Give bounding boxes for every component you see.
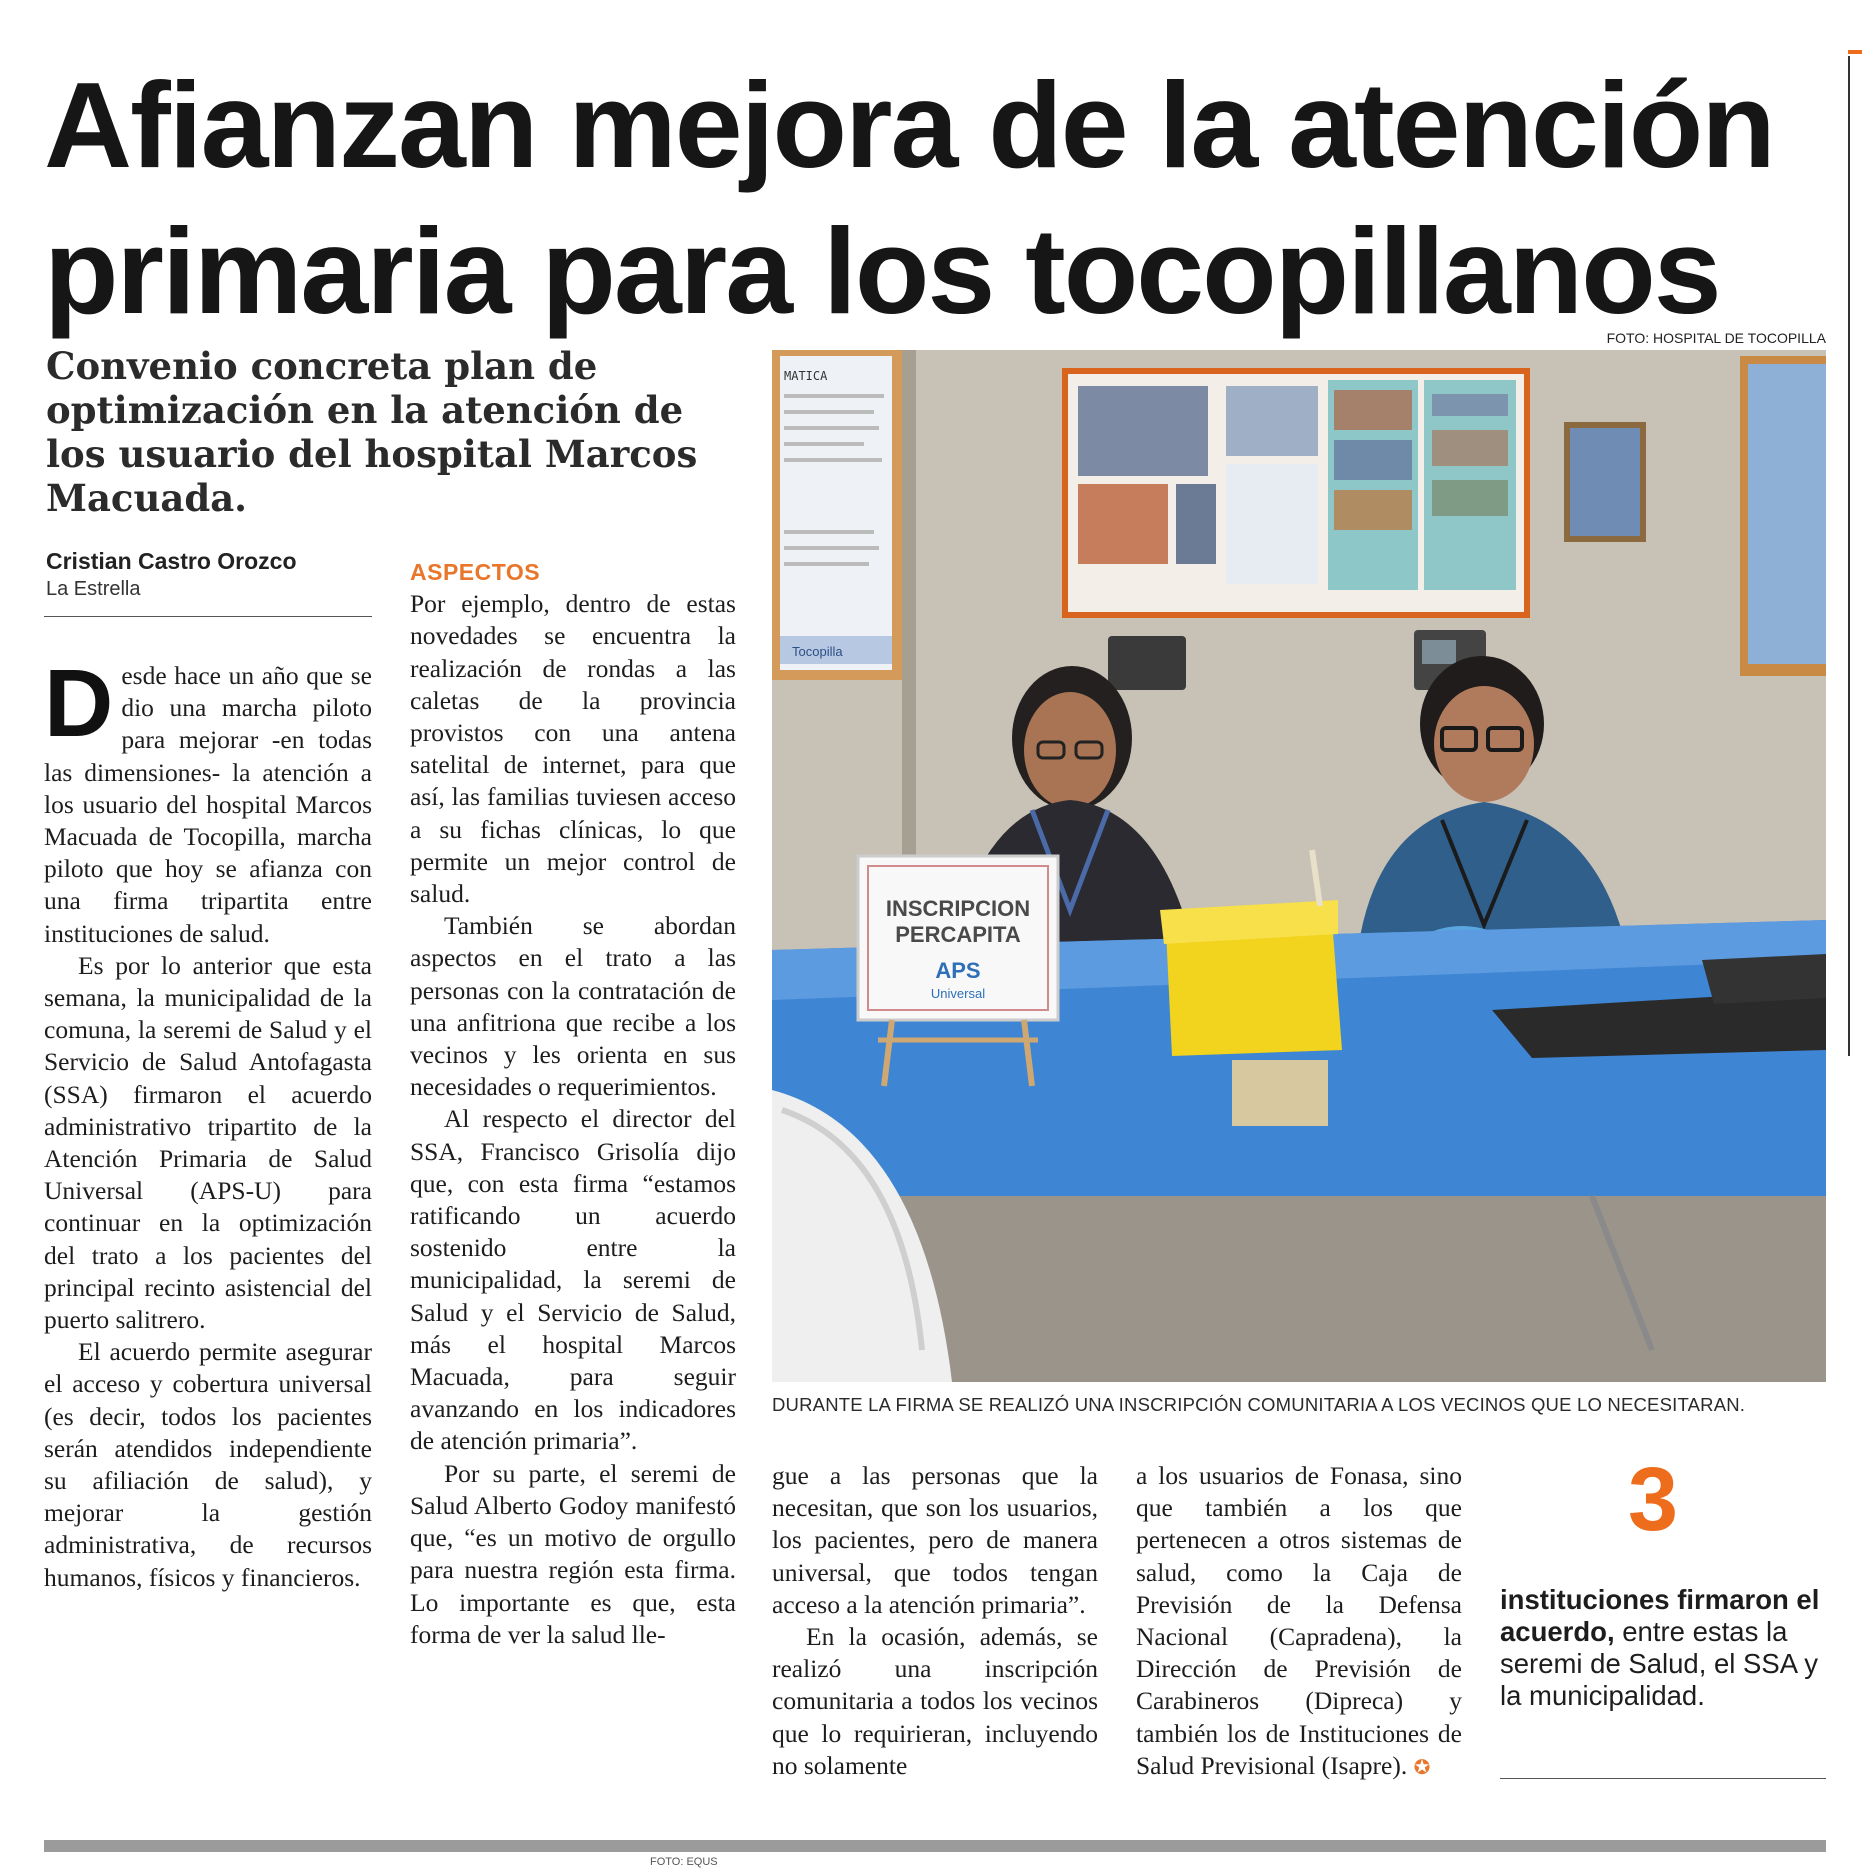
stat-rule	[1500, 1778, 1826, 1779]
margin-rule	[1848, 56, 1850, 1056]
article-column-4	[1136, 1460, 1462, 1783]
byline-author: Cristian Castro Orozco	[46, 548, 297, 574]
sign-line-2: PERCAPITA	[895, 922, 1021, 947]
headline: Afianzan mejora de la atención primaria para los tocopillanos	[44, 57, 1774, 339]
drop-cap: D	[44, 650, 114, 757]
footer-bar	[44, 1840, 1826, 1852]
article-photo	[772, 350, 1826, 1382]
board-label: MATICA	[784, 369, 828, 383]
article-paragraph: a los usuarios de Fonasa, sino que también a los que pertenecen a otros sistemas de salud, como la Caja de Previsión de la Defensa Nacional (Capradena), la Dirección de Previsión de Carabineros (Dipreca) y también los de Instituciones de Salud Previsional (Isapre). ✪	[1136, 1461, 1462, 1780]
article-paragraph: El acuerdo permite asegurar el acceso y cobertura universal (es decir, todos los pacientes serán atendidos independiente su afiliación de salud), y mejorar la gestión administrativa, de recursos humanos, físicos y financieros.	[44, 1337, 372, 1592]
article-paragraph: Desde hace un año que se dio una marcha piloto para mejorar -en todas las dimensiones- la atención a los usuario del hospital Marcos Macuada de Tocopilla, marcha piloto que hoy se afianza con una firma tripartita entre instituciones de salud.	[44, 650, 372, 948]
article-paragraph: En la ocasión, además, se realizó una inscripción comunitaria a todos los vecinos que lo requirieran, incluyendo no solamente	[772, 1622, 1098, 1780]
article-paragraph: Es por lo anterior que esta semana, la municipalidad de la comuna, la seremi de Salud y el Servicio de Salud Antofagasta (SSA) firmaron el acuerdo administrativo tripartito de la Atención Primaria de Salud Universal (APS-U) para continuar en la optimización del trato a los pacientes del principal recinto asistencial del puerto salitrero.	[44, 950, 372, 1335]
stat-body-text: entre estas la seremi de Salud, el SSA y la municipalidad.	[1500, 1616, 1818, 1711]
article-paragraph: gue a las personas que la necesitan, que son los usuarios, los pacientes, pero de manera universal, que todos tengan acceso a la atención primaria”.	[772, 1461, 1098, 1619]
photo-caption: DURANTE LA FIRMA SE REALIZÓ UNA INSCRIPCIÓN COMUNITARIA A LOS VECINOS QUE LO NECESITARAN.	[772, 1394, 1746, 1415]
byline-rule	[44, 616, 372, 617]
byline-publication: La Estrella	[46, 578, 141, 600]
sign-brand: APS	[935, 958, 981, 983]
photo-credit: FOTO: HOSPITAL DE TOCOPILLA	[1606, 330, 1826, 346]
board-logo: Tocopilla	[792, 644, 843, 659]
article-paragraph: También se abordan aspectos en el trato a las personas con la contratación de una anfitriona que recibe a los vecinos y les orienta en sus necesidades o requerimientos.	[410, 911, 736, 1102]
byline	[46, 548, 372, 601]
sign-subbrand: Universal	[930, 986, 986, 1001]
sign-line-1: INSCRIPCION	[885, 896, 1031, 921]
article-paragraph: Por ejemplo, dentro de estas novedades se encuentra la realización de rondas a las caletas de la provincia provistos con una antena satelital de internet, para que así, las familias tuviesen acceso a su fichas clínicas, lo que permite un mejor control de salud.	[410, 589, 736, 909]
subhead: Convenio concreta plan de optimización en la atención de los usuario del hospital Marcos Macuada.	[46, 344, 698, 520]
end-mark-icon: ✪	[1413, 1754, 1431, 1779]
article-paragraph: Al respecto el director del SSA, Francisco Grisolía dijo que, con esta firma “estamos ratificando un acuerdo sostenido entre la municipalidad, la seremi de Salud y el Servicio de Salud, más el hospital Marcos Macuada, para seguir avanzando en los indicadores de atención primaria”.	[410, 1104, 736, 1456]
stat-number: 3	[1627, 1450, 1679, 1550]
footer-credit: FOTO: EQUS	[650, 1856, 718, 1868]
article-column-1	[44, 650, 372, 1594]
article-paragraph: Por su parte, el seremi de Salud Alberto Godoy manifestó que, “es un motivo de orgullo para nuestra región esta firma. Lo importante es que, esta forma de ver la salud lle-	[410, 1458, 736, 1649]
article-column-3	[772, 1460, 1098, 1782]
article-column-2	[410, 556, 736, 1651]
margin-accent-tick	[1848, 50, 1862, 54]
stat-text	[1500, 1584, 1830, 1712]
section-label: ASPECTOS	[410, 559, 541, 585]
stat-bold-text: instituciones firmaron el acuerdo,	[1500, 1584, 1820, 1647]
